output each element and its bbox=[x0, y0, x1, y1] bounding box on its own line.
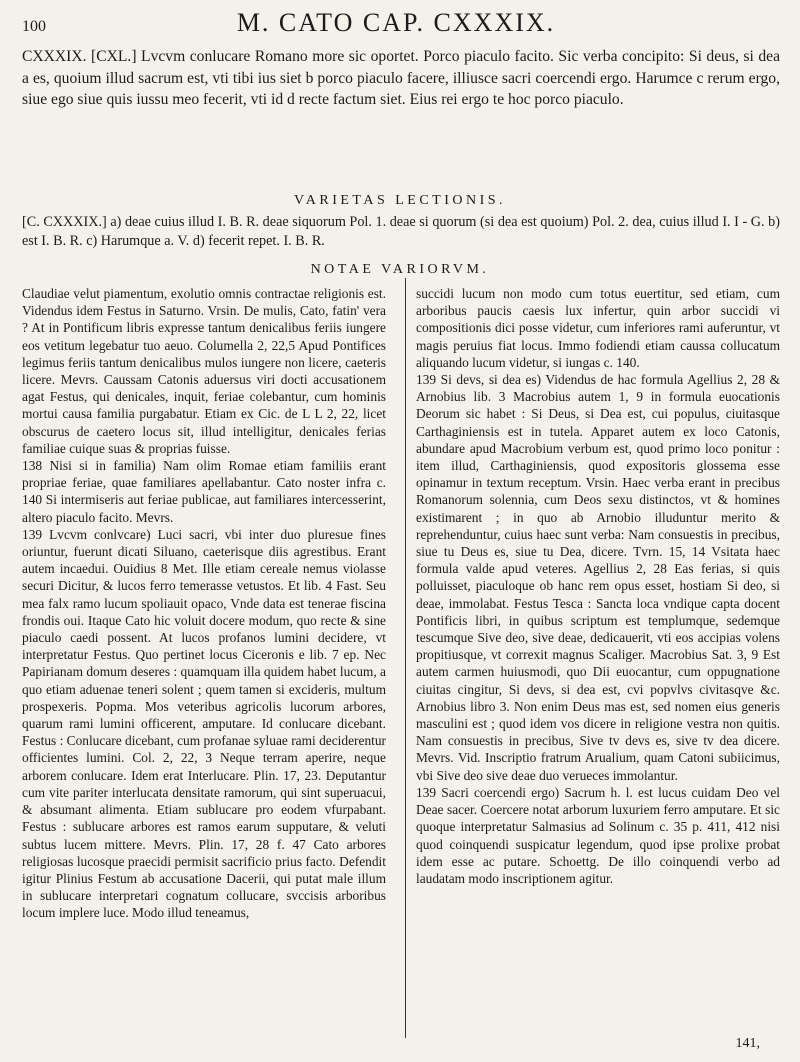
varietas-text: [C. CXXXIX.] a) deae cuius illud I. B. R. deae siquorum Pol. 1. deae si quorum (si dea est quoium) Pol. 2. dea, cuius illud I. I - G. b) est I. B. R. c) Harumque a. V. d) fecerit repet. I. B. R. bbox=[22, 214, 780, 249]
page-number: 100 bbox=[22, 18, 46, 35]
column-divider bbox=[405, 278, 406, 1038]
note-paragraph: Claudiae velut piamentum, exolutio omnis contractae religionis est. Videndus idem Festus in Saturno. Vrsin. De mulis, Cato, fatin' vera ? At in Pontificum libris expresse tantum denicalibus feriis iungere eos vetitum legebatur tuo aeuo. Columella 2, 22,5 Apud Pontifices legimus feriis tantum denicalibus mulos iungere non licere, caeteris licere. Mevrs. Caussam Catonis aduersus viri docti accusationem agat Festus, qui denicales, inquit, feriae colebantur, cum hominis mortui causa familia purgabatur. Etiam ex Cic. de L L 2, 22, licet obscurus de caetero locus sit, illud intelligitur, denicales ferias familiae cuique suas & proprias fuisse. bbox=[22, 286, 386, 456]
main-text bbox=[22, 46, 780, 111]
note-paragraph: 139 Sacri coercendi ergo) Sacrum h. l. est lucus cuidam Deo vel Deae sacer. Coercere notat arborum luxuriem ferro amputare. Et sic quoque interpretatur Salmasius ad Solinum c. 35 p. 411, 412 nisi quod coinquendi suspicatur legendum, quod ipse prolixe probat idem esse ac putare. Schoettg. De illo coinquendi verbo ad laudatam modo inscriptionem agitur. bbox=[416, 784, 780, 886]
note-paragraph: 139 Si devs, si dea es) Videndus de hac formula Agellius 2, 28 & Arnobius lib. 3 Macrobius autem 1, 9 in formula euocationis Deorum sic habet : Si Deus, si Dea est, cui populus, ciuitasque Carthaginiensis est in tutela. Apparet autem ex loco Catonis, abundare apud Macrobium verbum est, quod primo loco ponitur : item illud, Carthaginiensis, quod expositoris glossema esse opinamur in textum receptum. Vrsin. Haec verba erant in precibus Romanorum solennia, cum Deos sexu distinctos, vt & homines existimarent ; in quo ab Arnobio illuduntur merito & reprehenduntur, cuius haec sunt verba: Nam consuestis in precibus, siue tu Deus es, siue tu Dea, dicere. Tvrn. 15, 14 Vsitata haec formula valde apud veteres. Agellius 2, 28 Eas ferias, si quis polluisset, piaculoque ob hanc rem opus esset, hostiam Si deo, si deae, immolabat. Festus Tesca : Sancta loca vndique capta docent Pontificis libri, in quibus scriptum est templumque, sedemque tescumque Sive deo, sive deae, dedicauerit, vti eos accipias volens propitiusque, vt correxit magnus Scaliger. Macrobius Sat. 3, 9 Est autem carmen huiusmodi, quo Dii euocantur, cum oppugnatione ciuitas cingitur, Si devs, si dea est, cvi popvlvs civitasqve &c. Arnobius libro 3. Non enim Deus mas est, sed nomen eius generis masculini est ; quod idem vos dicere in religione vestra non quitis. Nam consuestis in precibus, Sive tv devs es, sive tv dea dicere. Mevrs. Vid. Inscriptio fratrum Arualium, quam Catoni subiicimus, vbi Sive deo sive deae duo verueces immolantur. bbox=[416, 372, 780, 783]
varietas-section bbox=[22, 213, 780, 251]
note-paragraph: 139 Lvcvm conlvcare) Luci sacri, vbi inter duo pluresue fines oriuntur, fuerunt dicati Siluano, caeterisque diis agrestibus. Erant autem incaedui. Ouidius 8 Met. Ille etiam cereale nemus violasse securi Dicitur, & lucos ferro temerasse vetustos. Et lib. 4 Fast. Seu mea falx ramo lucum spoliauit opaco, Vnde data est tenerae fiscina frondis oui. Itaque Cato hic voluit docere modum, quo recte & sine piaculo caedi possent. At lucos profanos lumini decidere, vt interpretatur Festus. Quo pertinet locus Ciceronis e lib. 7 ep. Nec Papirianam domum deseres : quamquam illa quidem habet lucum, a quo etiam aduenae teneri solent ; quem tamen si excideris, multum prospexeris. Popma. Mos veteribus agricolis lucorum arbores, quarum rami lumini officerent, amputare. Id conlucare dicebant. Festus : Conlucare dicebant, cum profanae syluae rami deciderentur officientes lumini. Col. 2, 22, 3 Neque terram aperire, neque arborem conlucare. Idem erat Interlucare. Plin. 17, 23. Deputantur cum vite pariter interlucata densitate ramorum, qui sint superuacui, & absumant alimenta. Etiam sublucare pro eodem vfurpabant. Festus : sublucare arbores est ramos earum supputare, & veluti subtus lucem mittere. Mevrs. Plin. 17, 28 f. 47 Cato arbores religiosas lucosque praecidi permisit sacrificio prius facto. Defendit igitur Plinius Festum ab accusatione Dacerii, qui putat male illum in sublucare interpretari cognatum collucare, svccisis arboribus locum implere luce. Modo illud teneamus, bbox=[22, 526, 387, 921]
running-title: M. CATO CAP. CXXXIX. bbox=[236, 8, 556, 37]
varietas-heading: VARIETAS LECTIONIS. bbox=[293, 193, 507, 208]
notes-right-column bbox=[416, 285, 780, 887]
notes-left-column bbox=[22, 285, 386, 922]
notae-heading: NOTAE VARIORVM. bbox=[310, 262, 490, 277]
note-paragraph: 138 Nisi si in familia) Nam olim Romae etiam familiis erant propriae feriae, quae familiares apellabantur. Cato noster infra c. 140 Si intermiseris aut feriae publicae, aut familiares intercesserint, altero piaculo facito. Mevrs. bbox=[22, 458, 386, 525]
chapter-text: CXXXIX. [CXL.] Lvcvm conlucare Romano more sic oportet. Porco piaculo facito. Sic verba concipito: Si deus, si dea a es, quoium illud sacrum est, vti tibi ius siet b porco piaculo facere, illiusce sacri coercendi ergo. Harumce c rerum ergo, siue ego siue quis iussu meo fecerit, vti id d recte factum siet. Eius rei ergo te hoc porco piaculo. bbox=[22, 48, 780, 109]
note-paragraph: succidi lucum non modo cum totus euertitur, sed etiam, cum arboribus paucis caesis lux infertur, quin arbor succidi vi compositionis dici posse videtur, cum inferiores rami auferuntur, vt magis peruius fiat locus. Immo fodiendi etiam caussa collucatum aliquando lucum videtur, si iungas c. 140. bbox=[416, 286, 780, 370]
running-head bbox=[22, 8, 770, 38]
catchword: 141, bbox=[735, 1036, 760, 1051]
